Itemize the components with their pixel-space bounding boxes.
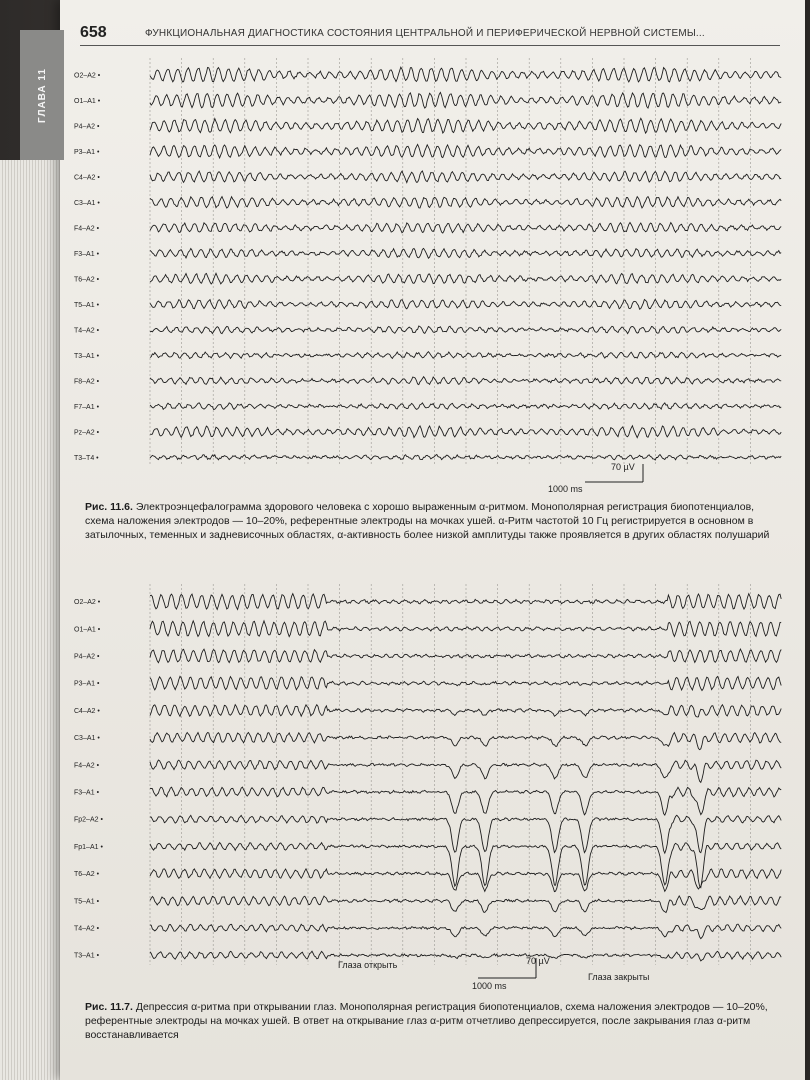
eeg-trace [150, 299, 781, 309]
time-scale-label: 1000 ms [548, 484, 583, 494]
channel-label: P4–A2 • [74, 653, 100, 661]
caption-text: Депрессия α-ритма при открывании глаз. Монополярная регистрация биопотенциалов, схема наложения электродов — 10–20%, референтные электроды на мочках ушей. В ответ на открывание глаз α-ритм отчетливо депрессируется, после закрывания глаз α-ритм восстанавливается [85, 1001, 768, 1041]
amp-scale-label: 70 µV [526, 956, 550, 966]
channel-label: P3–A1 • [74, 148, 100, 156]
chapter-tab [20, 30, 64, 160]
eyes-open-label: Глаза открыть [338, 960, 398, 970]
caption-text: Электроэнцефалограмма здорового человека с хорошо выраженным α-ритмом. Монополярная регистрация биопотенциалов, схема наложения электродов — 10–20%, референтные электроды на мочках ушей. α-Ритм частотой 10 Гц регистрируется в основном в затылочных, теменных и задневисочных областях, α-активность более низкой амплитуды также проявляется в других областях полушарий [85, 501, 770, 541]
channel-label: C3–A1 • [74, 199, 100, 207]
channel-label: T6–A2 • [74, 871, 100, 879]
eeg-figure-11-7-plot [70, 578, 785, 998]
channel-label: P4–A2 • [74, 123, 100, 131]
header-rule [80, 45, 780, 46]
channel-label: T4–A2 • [74, 925, 100, 933]
eeg-trace [150, 248, 781, 258]
channel-label: T4–A2 • [74, 327, 100, 335]
channel-label: T5–A1 • [74, 898, 100, 906]
channel-label: P3–A1 • [74, 680, 100, 688]
channel-label: O1–A1 • [74, 97, 101, 105]
channel-label: F4–A2 • [74, 225, 100, 233]
channel-label: C4–A2 • [74, 174, 100, 182]
eeg-trace [150, 733, 781, 750]
eeg-figure-11-6 [70, 52, 785, 497]
channel-label: O2–A2 • [74, 599, 101, 607]
channel-label: T3–T4 • [74, 454, 99, 462]
channel-label: Fp2–A2 • [74, 816, 103, 824]
channel-label: Fp1–A1 • [74, 843, 103, 851]
eeg-trace [150, 815, 781, 853]
eyes-closed-label: Глаза закрыты [588, 972, 650, 982]
channel-label: T5–A1 • [74, 301, 100, 309]
caption-figure-11-6 [85, 500, 775, 542]
running-head: ФУНКЦИОНАЛЬНАЯ ДИАГНОСТИКА СОСТОЯНИЯ ЦЕНТРАЛЬНОЙ И ПЕРИФЕРИЧЕСКОЙ НЕРВНОЙ СИСТЕМЫ... [145, 28, 705, 39]
channel-label: T6–A2 • [74, 276, 100, 284]
channel-label: T3–A1 • [74, 952, 100, 960]
eeg-trace [150, 171, 781, 183]
channel-label: F7–A1 • [74, 403, 100, 411]
caption-label: Рис. 11.6. [85, 501, 133, 513]
eeg-trace [150, 760, 781, 782]
channel-label: F8–A2 • [74, 378, 100, 386]
channel-label: T3–A1 • [74, 352, 100, 360]
eeg-figure-11-6-plot [70, 52, 785, 497]
time-scale-label: 1000 ms [472, 981, 507, 991]
channel-label: F3–A1 • [74, 250, 100, 258]
channel-label: O2–A2 • [74, 72, 101, 80]
eeg-figure-11-7 [70, 578, 785, 998]
channel-label: C3–A1 • [74, 735, 100, 743]
channel-label: C4–A2 • [74, 707, 100, 715]
channel-label: Pz–A2 • [74, 429, 100, 437]
eeg-trace [150, 705, 781, 717]
caption-figure-11-7 [85, 1000, 775, 1042]
channel-label: F4–A2 • [74, 762, 100, 770]
chapter-tab-label: ГЛАВА 11 [36, 67, 48, 123]
page-number: 658 [80, 24, 107, 41]
channel-label: F3–A1 • [74, 789, 100, 797]
caption-label: Рис. 11.7. [85, 1001, 133, 1013]
amp-scale-label: 70 µV [611, 462, 635, 472]
channel-label: O1–A1 • [74, 626, 101, 634]
